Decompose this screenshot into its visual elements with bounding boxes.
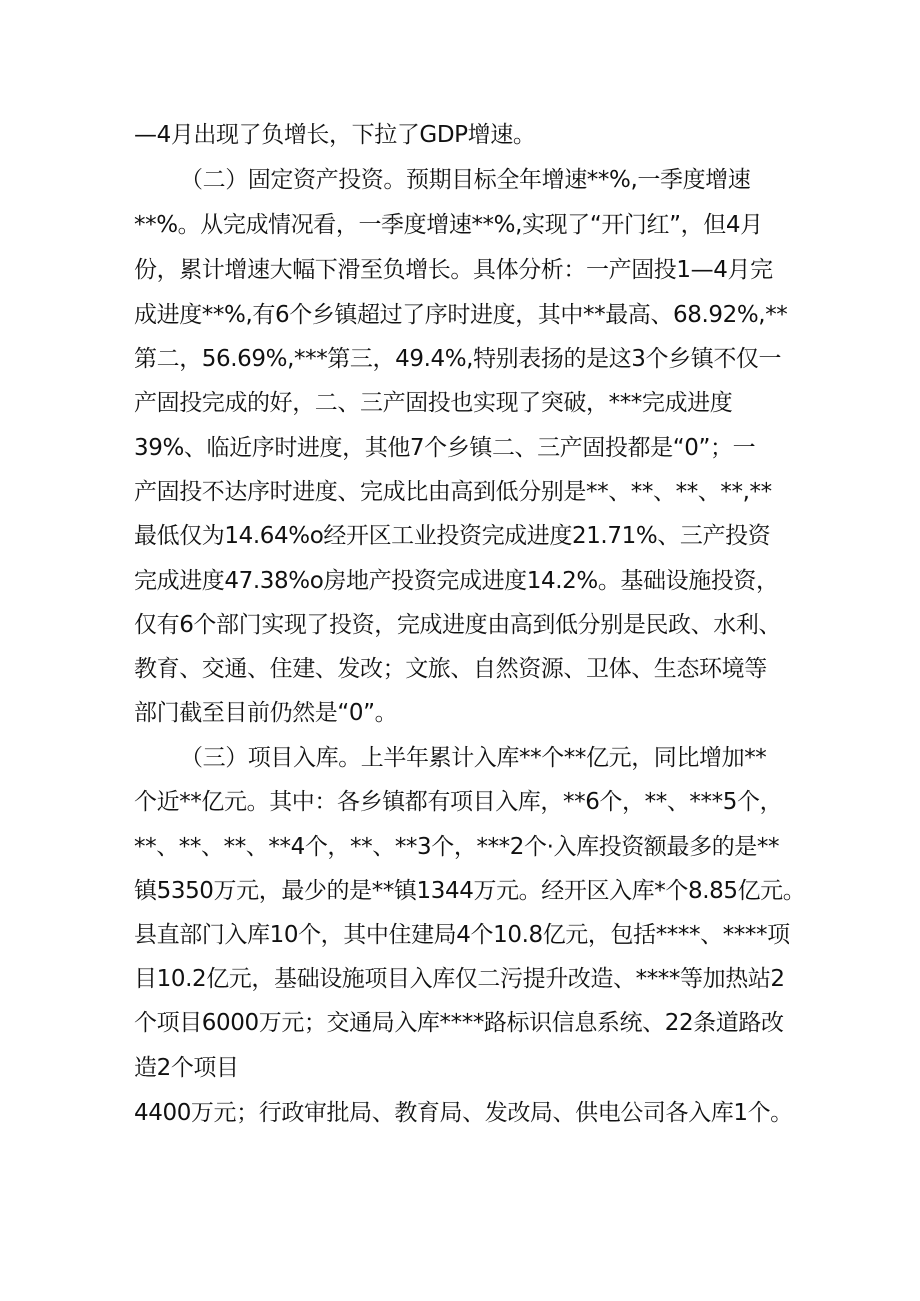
text-line: 教育、交通、住建、发改；文旅、自然资源、卫体、生态环境等 bbox=[134, 656, 767, 682]
text-line: 造2个项目 bbox=[134, 1055, 239, 1081]
text-line: **、**、**、**4个，**、**3个，***2个·入库投资额最多的是** bbox=[134, 834, 780, 860]
text-line: 县直部门入库10个，其中住建局4个10.8亿元，包括****、****项 bbox=[134, 922, 790, 948]
text-line: 4400万元；行政审批局、教育局、发改局、供电公司各入库1个。 bbox=[134, 1100, 793, 1126]
text-line: 部门截至目前仍然是“0”。 bbox=[134, 700, 398, 726]
text-line: —4月出现了负增长，下拉了GDP增速。 bbox=[134, 122, 536, 148]
text-line: 产固投不达序时进度、完成比由高到低分别是**、**、**、**,** bbox=[134, 479, 772, 505]
text-line: 目10.2亿元，基础设施项目入库仅二污提升改造、****等加热站2 bbox=[134, 966, 785, 992]
text-line: 仅有6个部门实现了投资，完成进度由高到低分别是民政、水利、 bbox=[134, 612, 782, 638]
text-line: 成进度**%,有6个乡镇超过了序时进度，其中**最高、68.92%,** bbox=[134, 302, 788, 328]
section-heading-fixed-assets: （二）固定资产投资。预期目标全年增速**%,一季度增速 bbox=[180, 167, 751, 193]
text-line: 完成进度47.38%o房地产投资完成进度14.2%。基础设施投资， bbox=[134, 568, 779, 594]
text-line: 第二，56.69%,***第三，49.4%,特别表扬的是这3个乡镇不仅一 bbox=[134, 346, 782, 372]
text-line: 个项目6000万元；交通局入库****路标识信息系统、22条道路改 bbox=[134, 1010, 784, 1036]
text-line: 个近**亿元。其中：各乡镇都有项目入库，**6个，**、***5个， bbox=[134, 789, 783, 815]
text-line: 镇5350万元，最少的是**镇1344万元。经开区入库*个8.85亿元。 bbox=[134, 878, 806, 904]
section-heading-project-storage: （三）项目入库。上半年累计入库**个**亿元，同比增加** bbox=[180, 745, 767, 771]
text-line: 产固投完成的好，二、三产固投也实现了突破，***完成进度 bbox=[134, 390, 733, 416]
text-line: **%。从完成情况看，一季度增速**%,实现了“开门红”，但4月 bbox=[134, 212, 763, 238]
text-line: 份，累计增速大幅下滑至负增长。具体分析：一产固投1—4月完 bbox=[134, 257, 773, 283]
text-line: 最低仅为14.64%o经开区工业投资完成进度21.71%、三产投资 bbox=[134, 523, 771, 549]
text-line: 39%、临近序时进度，其他7个乡镇二、三产固投都是“0”；一 bbox=[134, 435, 756, 461]
